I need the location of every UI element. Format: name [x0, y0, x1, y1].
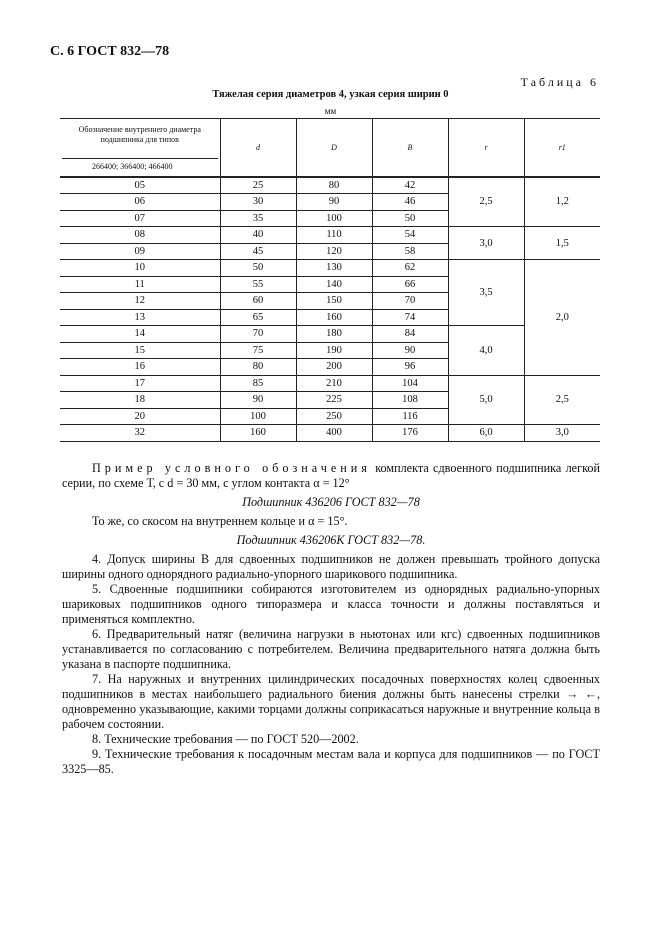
- cell-d: 80: [220, 359, 296, 376]
- cell-D: 140: [296, 276, 372, 293]
- cell-code: 07: [60, 210, 220, 227]
- cell-B: 108: [372, 392, 448, 409]
- table-row: [60, 326, 600, 343]
- cell-D: 80: [296, 177, 372, 194]
- cell-r1: 2,0: [524, 260, 600, 376]
- cell-d: 65: [220, 309, 296, 326]
- cell-d: 45: [220, 243, 296, 260]
- cell-code: 13: [60, 309, 220, 326]
- cell-code: 09: [60, 243, 220, 260]
- cell-code: 18: [60, 392, 220, 409]
- cell-D: 120: [296, 243, 372, 260]
- cell-d: 35: [220, 210, 296, 227]
- cell-B: 54: [372, 227, 448, 244]
- cell-code: 05: [60, 177, 220, 194]
- cell-r1: 3,0: [524, 425, 600, 442]
- cell-code: 11: [60, 276, 220, 293]
- cell-D: 130: [296, 260, 372, 277]
- example-paragraph: [62, 461, 600, 491]
- cell-B: 176: [372, 425, 448, 442]
- cell-code: 08: [60, 227, 220, 244]
- table-title: Тяжелая серия диаметров 4, узкая серия ширин 0: [212, 89, 449, 100]
- cell-B: 116: [372, 408, 448, 425]
- cell-d: 75: [220, 342, 296, 359]
- cell-D: 210: [296, 375, 372, 392]
- header-d: d: [220, 119, 296, 177]
- cell-code: 12: [60, 293, 220, 310]
- table-row: [60, 177, 600, 194]
- table-row: [60, 227, 600, 244]
- cell-r: 5,0: [448, 375, 524, 425]
- cell-D: 400: [296, 425, 372, 442]
- bearing-dimensions-table: [60, 118, 600, 442]
- cell-r: 6,0: [448, 425, 524, 442]
- cell-B: 58: [372, 243, 448, 260]
- cell-d: 85: [220, 375, 296, 392]
- table-row: [60, 260, 600, 277]
- cell-D: 190: [296, 342, 372, 359]
- cell-B: 104: [372, 375, 448, 392]
- cell-code: 14: [60, 326, 220, 343]
- cell-d: 70: [220, 326, 296, 343]
- cell-d: 160: [220, 425, 296, 442]
- cell-B: 74: [372, 309, 448, 326]
- cell-D: 200: [296, 359, 372, 376]
- cell-D: 90: [296, 194, 372, 211]
- table-units: мм: [324, 106, 337, 116]
- cell-d: 30: [220, 194, 296, 211]
- paragraph-5: 5. Сдвоенные подшипники собираются изготовителем из однорядных радиально-упорных шариковых подшипников одного типоразмера и класса точности и должны поставляться и применяться комплектно.: [62, 582, 600, 626]
- cell-B: 96: [372, 359, 448, 376]
- header-designation: [60, 119, 220, 177]
- same-note: То же, со скосом на внутреннем кольце и α = 15°.: [92, 514, 348, 528]
- body-text: [62, 461, 600, 777]
- cell-D: 150: [296, 293, 372, 310]
- cell-code: 06: [60, 194, 220, 211]
- cell-r: 2,5: [448, 177, 524, 227]
- cell-code: 15: [60, 342, 220, 359]
- cell-d: 55: [220, 276, 296, 293]
- cell-d: 90: [220, 392, 296, 409]
- cell-d: 25: [220, 177, 296, 194]
- example-rest: комплекта сдвоенного подшипника легкой серии, по схеме Т, с d = 30 мм, с углом контакта α = 12°: [62, 461, 600, 490]
- cell-r: 3,5: [448, 260, 524, 326]
- table-row: [60, 425, 600, 442]
- header-D: D: [296, 119, 372, 177]
- cell-B: 70: [372, 293, 448, 310]
- table-row: [60, 375, 600, 392]
- cell-r1: 1,2: [524, 177, 600, 227]
- cell-d: 40: [220, 227, 296, 244]
- cell-B: 50: [372, 210, 448, 227]
- cell-B: 84: [372, 326, 448, 343]
- example-lead: Пример условного обозначения: [92, 461, 371, 475]
- paragraph-7: 7. На наружных и внутренних цилиндрических посадочных поверхностях колец сдвоенных подшипников в местах наибольшего радиального биения должны быть нанесены стрелки → ←, одновременно указывающие, какими торцами должны соприкасаться наружные и внутренние кольца в рабочем состоянии.: [62, 672, 600, 731]
- header-B: B: [372, 119, 448, 177]
- paragraph-4: 4. Допуск ширины B для сдвоенных подшипников не должен превышать тройного допуска ширины одного однорядного радиально-упорного шарикового подшипника.: [62, 552, 600, 581]
- header-r: r: [448, 119, 524, 177]
- cell-r: 4,0: [448, 326, 524, 376]
- cell-B: 66: [372, 276, 448, 293]
- designation-1: Подшипник 436206 ГОСТ 832—78: [242, 495, 420, 509]
- cell-r1: 1,5: [524, 227, 600, 260]
- cell-r: 3,0: [448, 227, 524, 260]
- table-label: Таблица 6: [520, 75, 599, 89]
- cell-D: 225: [296, 392, 372, 409]
- cell-D: 110: [296, 227, 372, 244]
- header-r1: r1: [524, 119, 600, 177]
- cell-code: 20: [60, 408, 220, 425]
- cell-code: 16: [60, 359, 220, 376]
- cell-B: 62: [372, 260, 448, 277]
- cell-d: 100: [220, 408, 296, 425]
- designation-2: Подшипник 436206К ГОСТ 832—78.: [236, 533, 426, 547]
- cell-code: 32: [60, 425, 220, 442]
- cell-r1: 2,5: [524, 375, 600, 425]
- header-types-text: 266400; 366400; 466400: [62, 158, 218, 172]
- cell-B: 42: [372, 177, 448, 194]
- cell-d: 60: [220, 293, 296, 310]
- cell-code: 10: [60, 260, 220, 277]
- cell-B: 90: [372, 342, 448, 359]
- paragraph-6: 6. Предварительный натяг (величина нагрузки в ньютонах или кгс) сдвоенных подшипников устанавливается по согласованию с потребителем. Величина предварительного натяга должна быть указана в паспорте подшипника.: [62, 627, 600, 671]
- cell-D: 250: [296, 408, 372, 425]
- paragraph-8: 8. Технические требования — по ГОСТ 520—2002.: [92, 732, 359, 746]
- cell-D: 100: [296, 210, 372, 227]
- cell-B: 46: [372, 194, 448, 211]
- header-designation-text: Обозначение внутреннего диаметра подшипника для типов: [78, 125, 201, 144]
- cell-D: 180: [296, 326, 372, 343]
- paragraph-9: 9. Технические требования к посадочным местам вала и корпуса для подшипников — по ГОСТ 3325—85.: [62, 747, 600, 776]
- cell-D: 160: [296, 309, 372, 326]
- cell-d: 50: [220, 260, 296, 277]
- page-header: С. 6 ГОСТ 832—78: [50, 44, 170, 59]
- cell-code: 17: [60, 375, 220, 392]
